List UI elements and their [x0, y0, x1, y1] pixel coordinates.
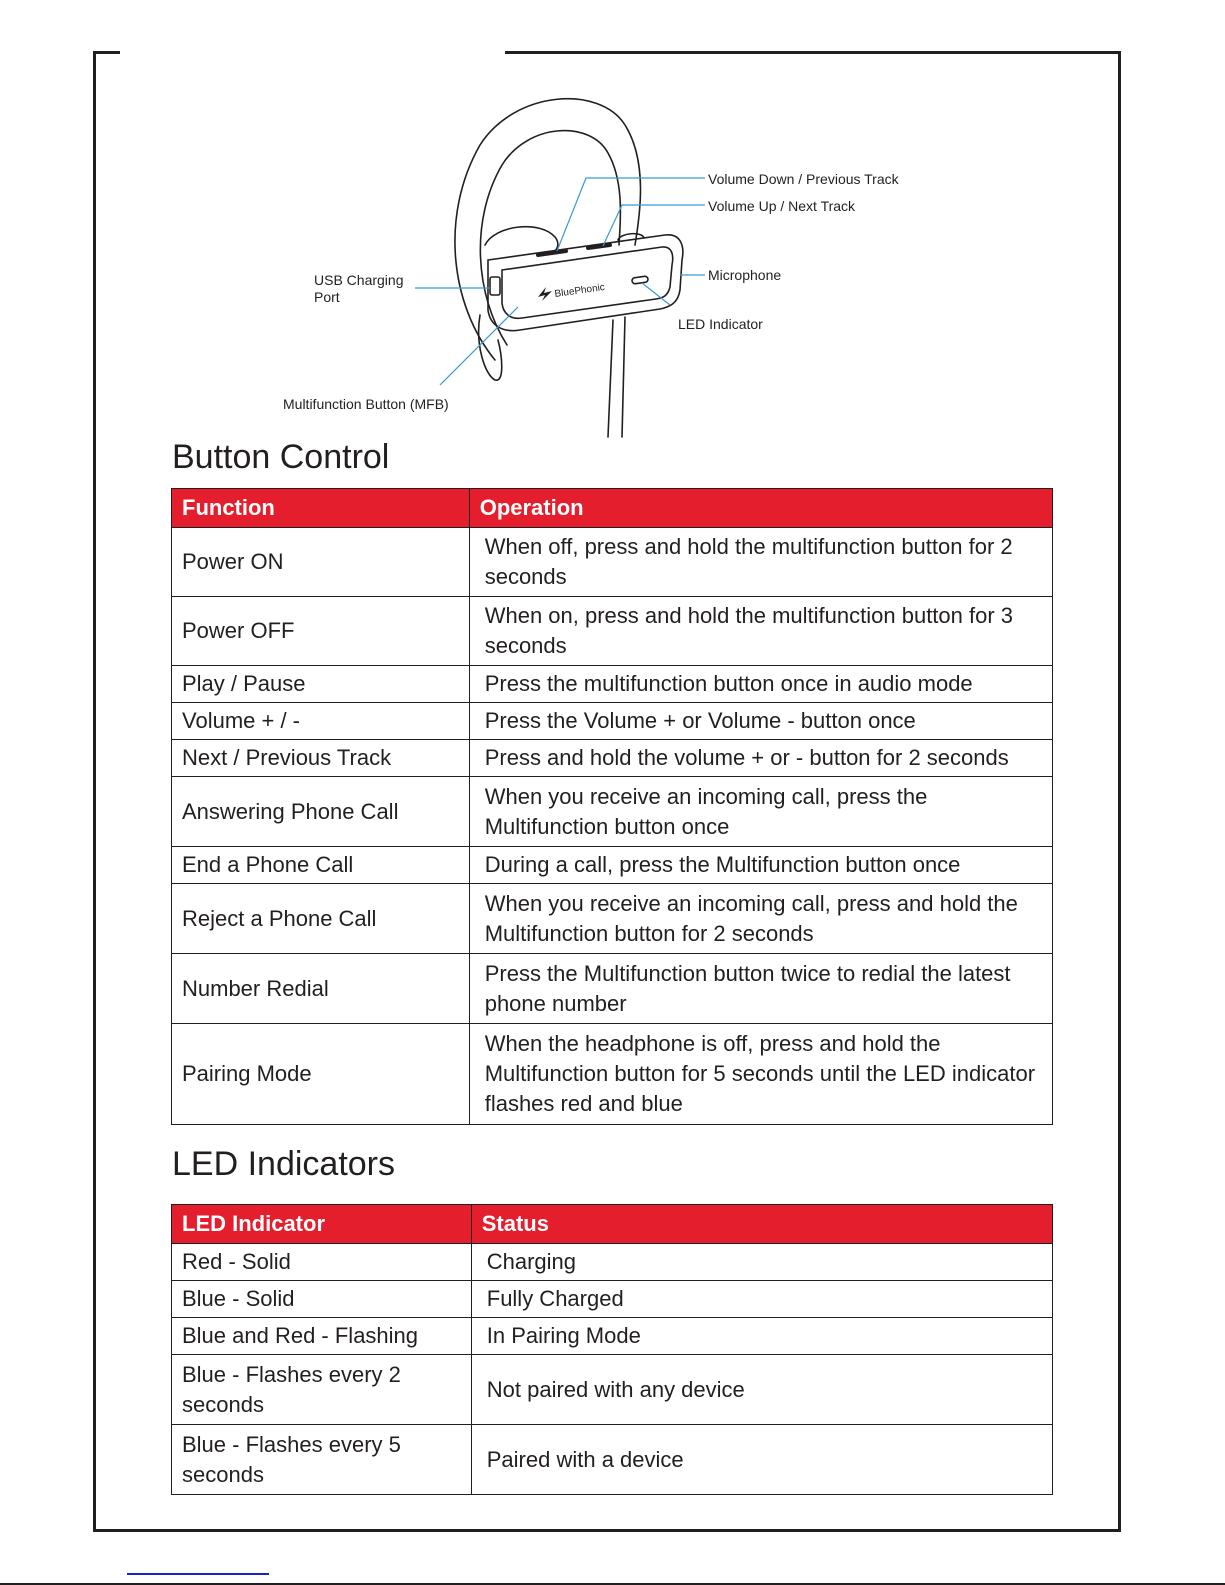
table-row — [172, 528, 1053, 597]
function-cell: Number Redial — [172, 954, 470, 1024]
column-header-function: Function — [172, 489, 470, 528]
earphone-diagram — [270, 55, 970, 445]
operation-cell: When the headphone is off, press and hold the Multifunction button for 5 seconds until the LED indicator flashes red and blue — [469, 1024, 1052, 1125]
table-row — [172, 597, 1053, 666]
table-row — [172, 1281, 1053, 1318]
table-row — [172, 740, 1053, 777]
button-control-title: Button Control — [172, 438, 390, 476]
column-header-led-indicator: LED Indicator — [172, 1205, 472, 1244]
indicator-cell: Blue and Red - Flashing — [172, 1318, 472, 1355]
function-cell: End a Phone Call — [172, 847, 470, 884]
function-cell: Reject a Phone Call — [172, 884, 470, 954]
operation-cell: During a call, press the Multifunction button once — [469, 847, 1052, 884]
callout-volume-down: Volume Down / Previous Track — [708, 171, 899, 187]
table-row — [172, 1425, 1053, 1495]
function-cell: Next / Previous Track — [172, 740, 470, 777]
callout-mfb: Multifunction Button (MFB) — [283, 396, 449, 412]
table-row — [172, 1244, 1053, 1281]
table-row — [172, 666, 1053, 703]
operation-cell: Press the Volume + or Volume - button once — [469, 703, 1052, 740]
page-frame-top-left — [93, 51, 120, 54]
column-header-status: Status — [471, 1205, 1052, 1244]
page-frame-top-right — [505, 51, 1121, 54]
page-frame-right — [1118, 51, 1121, 1532]
table-row — [172, 954, 1053, 1024]
callout-led-indicator: LED Indicator — [678, 316, 763, 332]
led-indicators-title: LED Indicators — [172, 1145, 395, 1183]
indicator-cell: Blue - Solid — [172, 1281, 472, 1318]
status-cell: Paired with a device — [471, 1425, 1052, 1495]
status-cell: Not paired with any device — [471, 1355, 1052, 1425]
indicator-cell: Blue - Flashes every 5 seconds — [172, 1425, 472, 1495]
earphone-illustration-icon — [270, 55, 970, 445]
status-cell: Charging — [471, 1244, 1052, 1281]
function-cell: Power OFF — [172, 597, 470, 666]
button-control-table — [171, 488, 1053, 1125]
function-cell: Play / Pause — [172, 666, 470, 703]
callout-microphone: Microphone — [708, 267, 782, 283]
table-row — [172, 1355, 1053, 1425]
callout-volume-up: Volume Up / Next Track — [708, 198, 856, 214]
table-row — [172, 1024, 1053, 1125]
function-cell: Volume + / - — [172, 703, 470, 740]
operation-cell: Press the multifunction button once in audio mode — [469, 666, 1052, 703]
operation-cell: When off, press and hold the multifunction button for 2 seconds — [469, 528, 1052, 597]
operation-cell: When you receive an incoming call, press and hold the Multifunction button for 2 seconds — [469, 884, 1052, 954]
status-cell: Fully Charged — [471, 1281, 1052, 1318]
indicator-cell: Red - Solid — [172, 1244, 472, 1281]
column-header-operation: Operation — [469, 489, 1052, 528]
page-frame-bottom — [93, 1529, 1121, 1532]
callout-usb-port-line2: Port — [314, 289, 340, 305]
operation-cell: When on, press and hold the multifunction button for 3 seconds — [469, 597, 1052, 666]
led-indicators-table — [171, 1204, 1053, 1495]
table-row — [172, 884, 1053, 954]
status-cell: In Pairing Mode — [471, 1318, 1052, 1355]
operation-cell: Press and hold the volume + or - button for 2 seconds — [469, 740, 1052, 777]
table-header-row — [172, 1205, 1053, 1244]
function-cell: Power ON — [172, 528, 470, 597]
function-cell: Pairing Mode — [172, 1024, 470, 1125]
operation-cell: When you receive an incoming call, press the Multifunction button once — [469, 777, 1052, 847]
indicator-cell: Blue - Flashes every 2 seconds — [172, 1355, 472, 1425]
table-row — [172, 847, 1053, 884]
operation-cell: Press the Multifunction button twice to redial the latest phone number — [469, 954, 1052, 1024]
page-frame-left — [93, 51, 96, 1532]
footer-link-underline — [127, 1573, 269, 1575]
table-row — [172, 1318, 1053, 1355]
function-cell: Answering Phone Call — [172, 777, 470, 847]
callout-usb-port-line1: USB Charging — [314, 272, 404, 288]
svg-text:BluePhonic: BluePhonic — [553, 282, 606, 300]
table-row — [172, 703, 1053, 740]
bluephonic-logo — [538, 282, 606, 301]
table-row — [172, 777, 1053, 847]
table-header-row — [172, 489, 1053, 528]
